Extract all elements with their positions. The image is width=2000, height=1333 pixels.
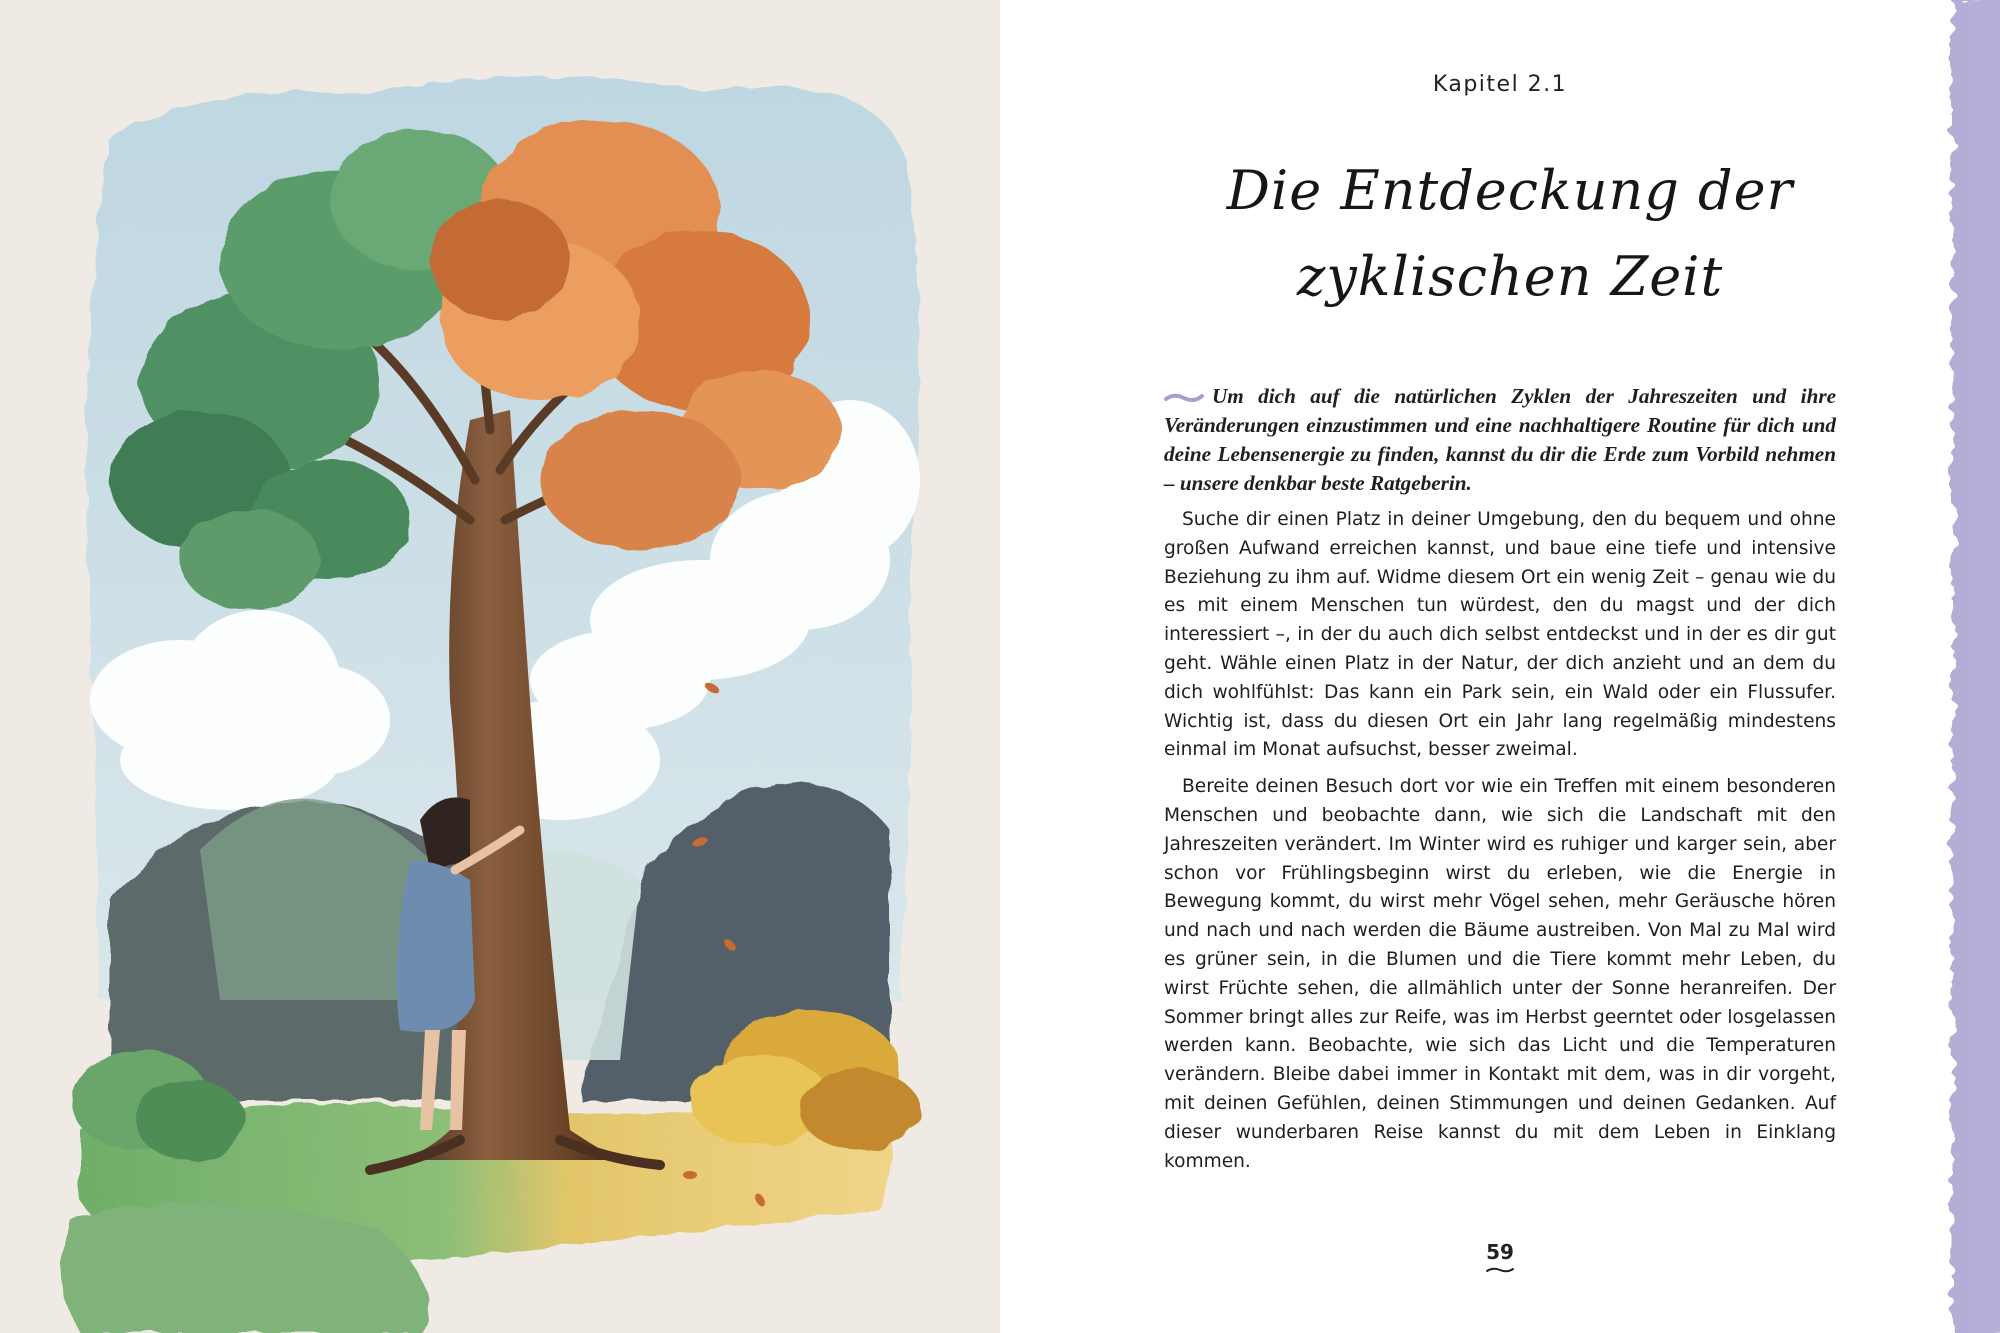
title-line-1: Die Entdeckung der	[1226, 159, 1794, 222]
chapter-title	[1150, 148, 1870, 320]
intro-paragraph	[1164, 382, 1836, 498]
dash-swash-icon	[1164, 392, 1204, 404]
title-line-2: zyklischen Zeit	[1296, 245, 1724, 308]
page-number: 59	[1486, 1240, 1514, 1264]
page-number-swash-icon	[1485, 1266, 1515, 1274]
intro-text: Um dich auf die natürlichen Zyklen der Jahreszeiten und ihre Veränderungen einzustimmen und eine nachhaltigere Routine für dich und deine Lebensenergie zu finden, kannst du dir die Erde zum Vorbild nehmen – unsere denkbar beste Ratgeberin.	[1164, 384, 1836, 495]
right-page	[1000, 0, 2000, 1333]
chapter-label: Kapitel 2.1	[1432, 72, 1568, 97]
body-text	[1164, 382, 1836, 1176]
body-paragraph-1: Suche dir einen Platz in deiner Umgebung, den du bequem und ohne großen Aufwand erreichen kannst, und baue eine tiefe und intensive Beziehung zu ihm auf. Widme diesem Ort ein wenig Zeit – genau wie du es mit einem Menschen tun würdest, den du magst und der dich interessiert –, in der du auch dich selbst entdeckst und in der es dir gut geht. Wähle einen Platz in der Natur, der dich anzieht und an dem du dich wohlfühlst: Das kann ein Park sein, ein Wald oder ein Flussufer. Wichtig ist, dass du diesen Ort ein Jahr lang regelmäßig mindestens einmal im Monat aufsuchst, besser zweimal.	[1164, 509, 1836, 761]
lavender-edge-wash	[1938, 0, 2000, 1333]
body-paragraph-2: Bereite deinen Besuch dort vor wie ein Treffen mit einem besonderen Menschen und beobachte dann, wie sich die Landschaft mit den Jahreszeiten verändert. Im Winter wird es ruhiger und karger sein, aber schon vor Frühlingsbeginn wirst du erleben, wie die Energie in Bewegung kommt, du wirst mehr Vögel sehen, mehr Geräusche hören und nach und nach werden die Bäume austreiben. Von Mal zu Mal wird es grüner sein, in die Blumen und die Tiere kommt mehr Leben, du wirst Früchte sehen, die allmählich unter der Sonne heranreifen. Der Sommer bringt alles zur Reife, was im Herbst geerntet oder losgelassen werden kann. Beobachte, wie sich das Licht und die Temperaturen verändern. Bleibe dabei immer in Kontakt mit dem, was in dir vorgeht, mit deinen Gefühlen, deinen Stimmungen und deinen Gedanken. Auf dieser wunderbaren Reise kannst du mit dem Leben in Einklang kommen.	[1164, 776, 1836, 1172]
